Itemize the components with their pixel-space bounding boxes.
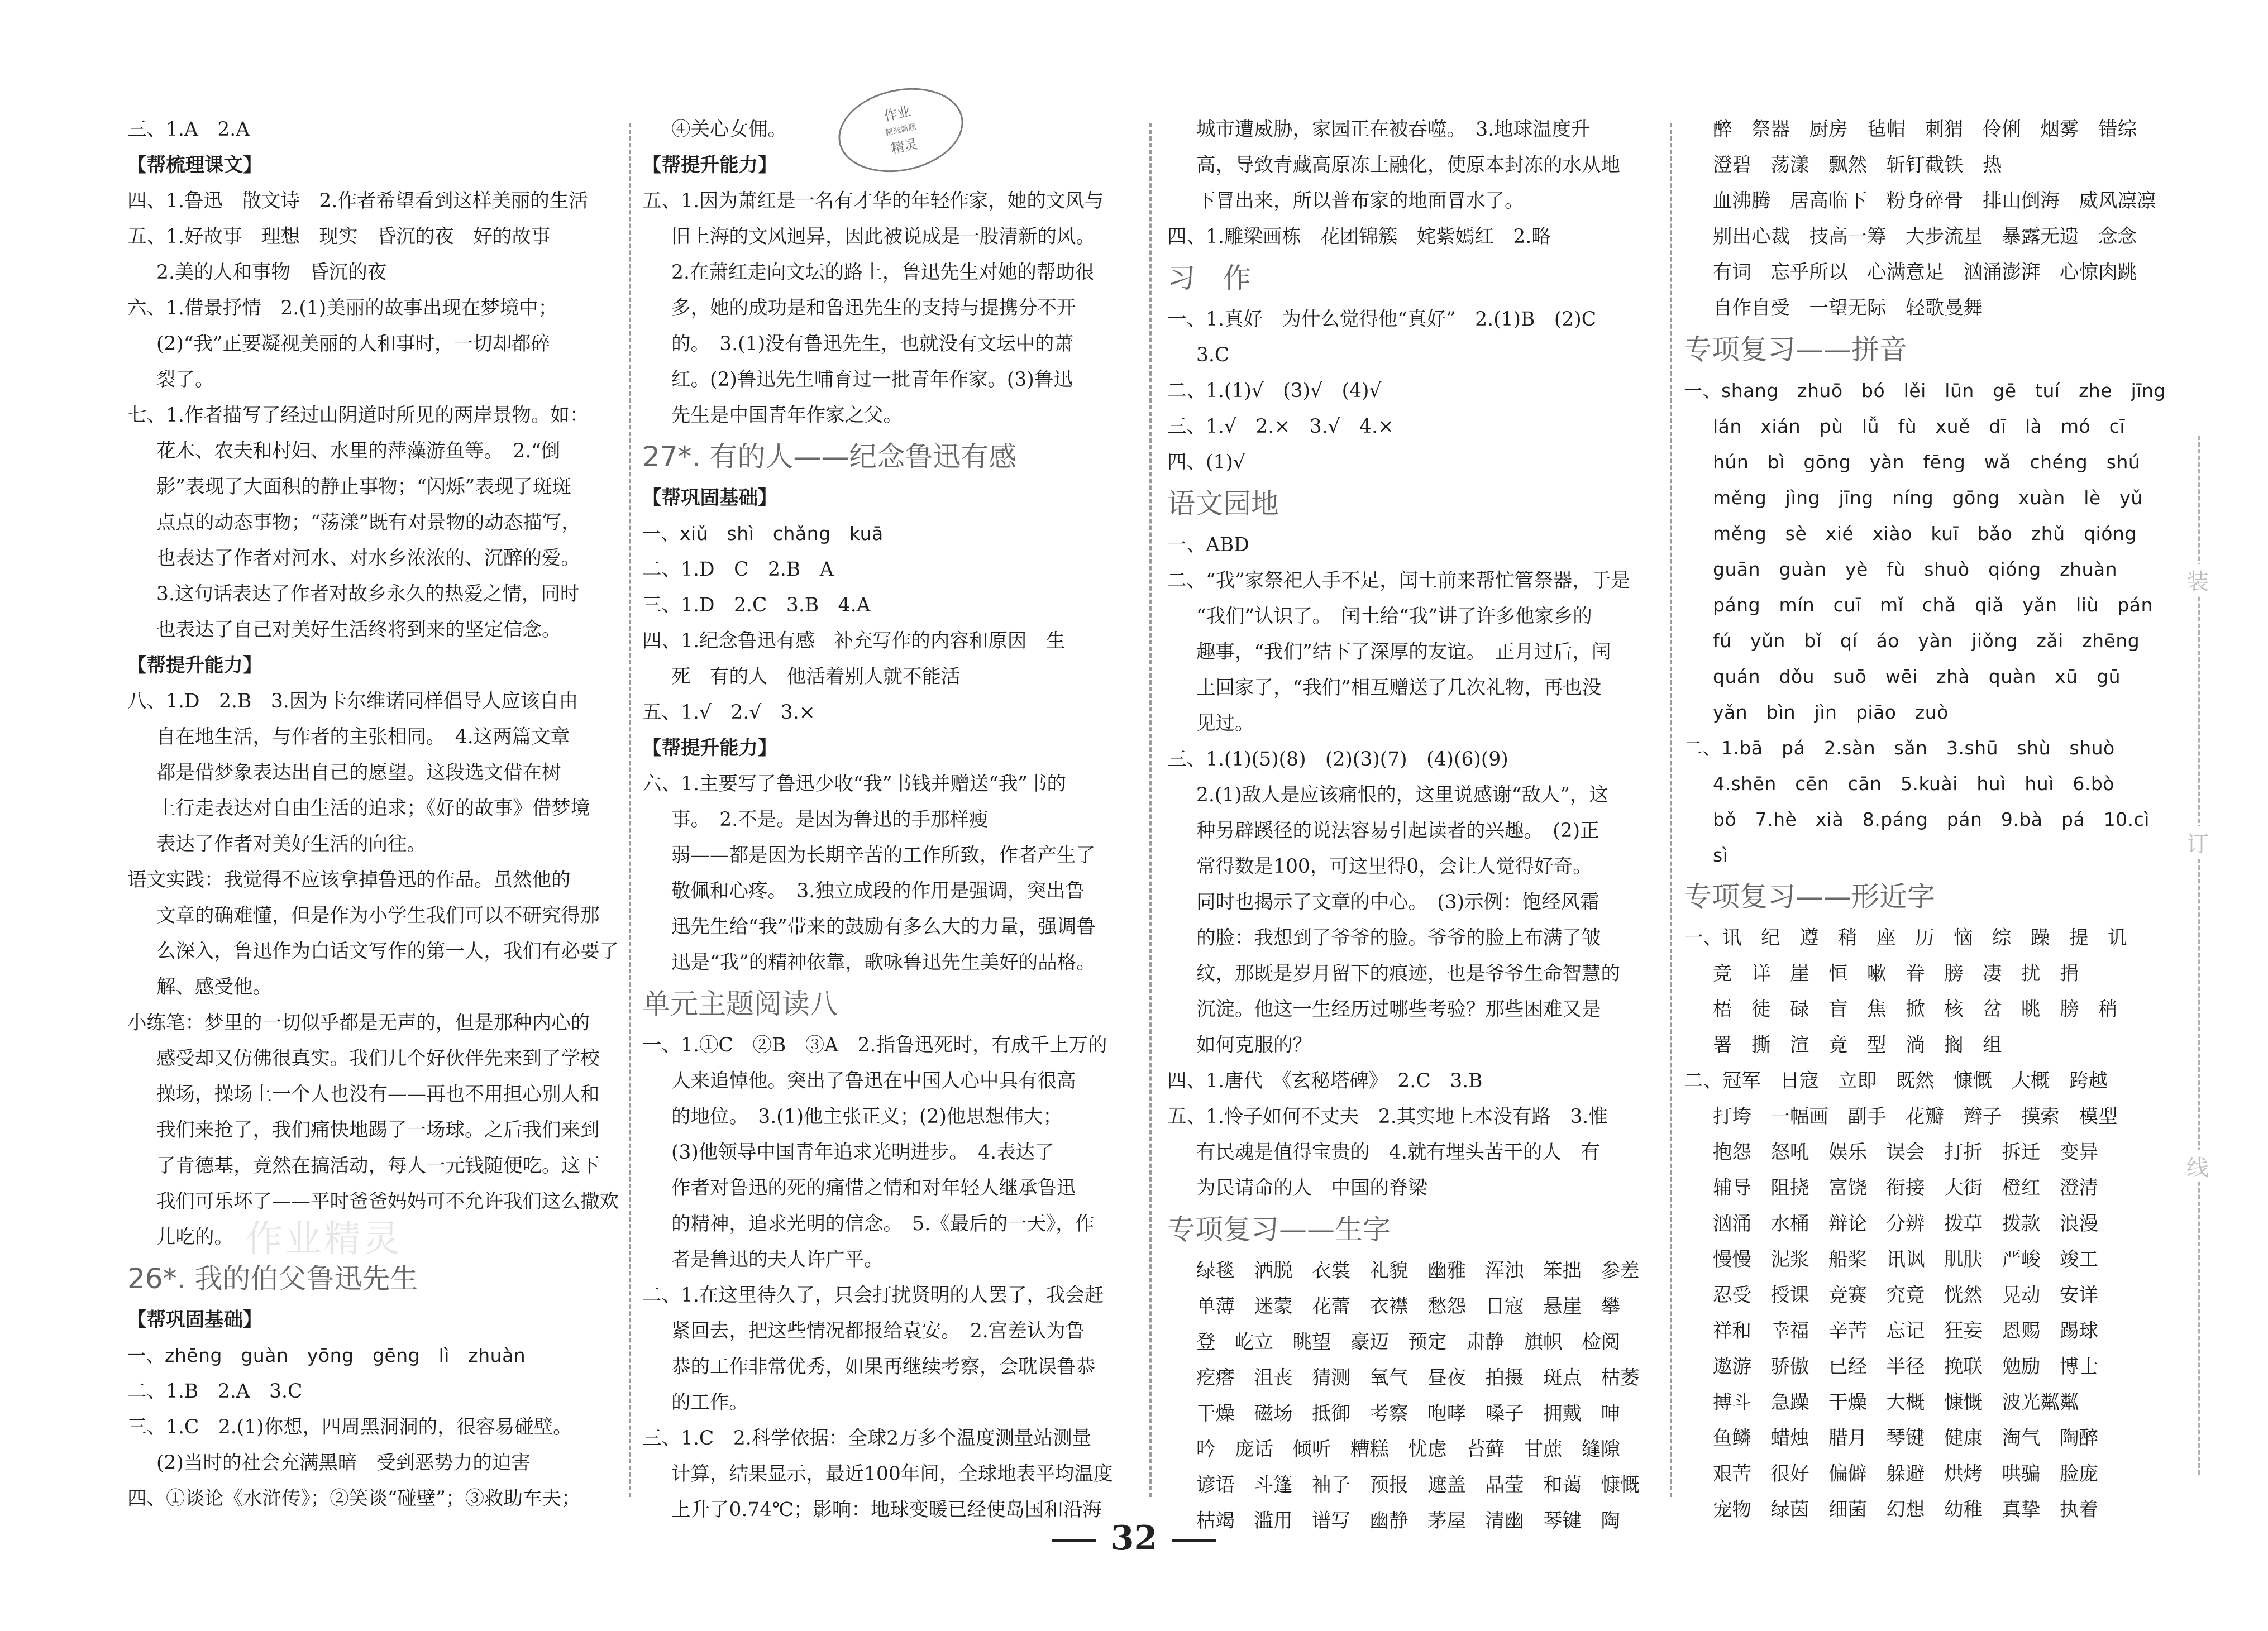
text-line: 二、“我”家祭祀人手不足，闰土前来帮忙管祭器，于是 (1167, 570, 1630, 592)
text-line: 人来追悼他。突出了鲁迅在中国人心中具有很高 (671, 1070, 1076, 1092)
text-line: 【帮提升能力】 (127, 654, 262, 677)
text-line: měng sè xié xiào kuī bǎo zhǔ qióng (1713, 523, 2137, 544)
text-line: 一、shang zhuō bó lěi lūn gē tuí zhe jīng (1684, 380, 2166, 401)
text-line: 【帮巩固基础】 (642, 487, 777, 509)
text-line: 儿吃的。 (156, 1226, 233, 1249)
text-line: 死 有的人 他活着别人就不能活 (671, 666, 961, 688)
text-line: 一、讯 纪 遵 稍 座 历 恼 综 躁 提 讥 (1684, 927, 2127, 949)
text-line: 的。 3.(1)没有鲁迅先生，也就没有文坛中的萧 (671, 333, 1074, 355)
text-line: 一、ABD (1167, 534, 1249, 556)
section-title: 单元主题阅读八 (642, 988, 838, 1020)
text-line: 抱怨 怒吼 娱乐 误会 打折 拆迁 变异 (1713, 1141, 2098, 1164)
column-divider-2 (1149, 123, 1152, 1497)
text-line: 的精神，追求光明的信念。 5.《最后的一天》，作 (671, 1213, 1095, 1235)
text-line: 单薄 迷蒙 花蕾 衣襟 愁怨 日寇 悬崖 攀 (1196, 1295, 1620, 1318)
text-line: 也表达了自己对美好生活终将到来的坚定信念。 (156, 619, 561, 641)
page-number-text: 32 (1110, 1519, 1158, 1558)
text-line: 我们可乐坏了——平时爸爸妈妈可不允许我们这么撒欢 (156, 1190, 619, 1213)
text-line: 花木、农夫和村妇、水里的萍藻游鱼等。 2.“倒 (156, 440, 561, 462)
cut-mark-1: 装 (2172, 564, 2223, 596)
text-line: 五、1.因为萧红是一名有才华的年轻作家，她的文风与 (642, 190, 1104, 212)
text-line: 有词 忘乎所以 心满意足 汹涌澎湃 心惊肉跳 (1713, 261, 2137, 284)
text-line: 点点的动态事物；“荡漾”既有对景物的动态描写， (156, 511, 581, 534)
text-line: 澄碧 荡漾 飘然 斩钉截铁 热 (1713, 154, 2002, 176)
text-line: 四、①谈论《水浒传》；②笑谈“碰壁”；③救助车夫； (127, 1487, 581, 1510)
text-line: bǒ 7.hè xià 8.páng pán 9.bà pá 10.cì (1713, 809, 2150, 830)
text-line: 吟 庞话 倾听 糟糕 忧虑 苔藓 甘蔗 缝隙 (1196, 1438, 1620, 1461)
text-line: 六、1.借景抒情 2.(1)美丽的故事出现在梦境中； (127, 297, 558, 319)
text-line: 汹涌 水桶 辩论 分辨 拨草 拨款 浪漫 (1713, 1213, 2098, 1235)
text-line: 迅是“我”的精神依靠，歌咏鲁迅先生美好的品格。 (671, 951, 1096, 974)
text-line: 梧 徒 碌 盲 焦 掀 核 岔 眺 膀 稍 (1713, 998, 2118, 1021)
text-line: quán dǒu suō wēi zhà quàn xū gū (1713, 666, 2121, 687)
column-divider-3 (1670, 123, 1672, 1497)
text-line: 四、(1)√ (1167, 451, 1245, 473)
text-line: 搏斗 急躁 干燥 大概 慷慨 波光粼粼 (1713, 1391, 2079, 1414)
text-line: sì (1713, 844, 1729, 866)
stamp-line1: 作业 (882, 103, 913, 125)
text-line: 祥和 幸福 辛苦 忘记 狂妄 恩赐 踢球 (1713, 1320, 2098, 1342)
text-line: 署 撕 渲 竟 型 淌 搁 组 (1713, 1034, 2002, 1056)
text-line: 作者对鲁迅的死的痛惜之情和对年轻人继承鲁迅 (671, 1177, 1076, 1199)
text-line: (2)“我”正要凝视美丽的人和事时，一切却都碎 (156, 333, 551, 355)
text-line: 迅先生给“我”带来的鼓励有多么大的力量，强调鲁 (671, 916, 1096, 938)
text-line: 恭的工作非常优秀，如果再继续考察，会耽误鲁恭 (671, 1356, 1095, 1378)
stamp-line3: 精灵 (889, 136, 919, 157)
text-line: 我们来抢了，我们痛快地踢了一场球。之后我们来到 (156, 1119, 600, 1141)
section-title: 语文园地 (1167, 487, 1279, 520)
text-line: 二、冠军 日寇 立即 既然 慷慨 大概 跨越 (1684, 1070, 2108, 1092)
text-line: 下冒出来，所以普布家的地面冒水了。 (1196, 190, 1524, 212)
text-line: 2.在萧红走向文坛的路上，鲁迅先生对她的帮助很 (671, 261, 1095, 284)
text-line: yǎn bìn jìn piāo zuò (1713, 701, 1949, 723)
text-line: 干燥 磁场 抵御 考察 咆哮 嗓子 拥戴 呻 (1196, 1403, 1620, 1425)
text-line: 二、1.B 2.A 3.C (127, 1380, 303, 1403)
text-line: 八、1.D 2.B 3.因为卡尔维诺同样倡导人应该自由 (127, 690, 579, 712)
column-1 (127, 112, 619, 1510)
text-line: 一、zhēng guàn yōng gēng lì zhuàn (127, 1345, 526, 1366)
section-title: 27*. 有的人——纪念鲁迅有感 (642, 441, 1017, 473)
text-line: 三、1.D 2.C 3.B 4.A (642, 594, 871, 616)
text-line: 趣事，“我们”结下了深厚的友谊。 正月过后，闰 (1196, 641, 1611, 663)
text-line: 2.美的人和事物 昏沉的夜 (156, 261, 387, 284)
section-title: 26*. 我的伯父鲁迅先生 (127, 1262, 418, 1295)
watermark: 作业精灵 (246, 1217, 402, 1260)
column-3 (1167, 112, 1659, 1532)
text-line: 艰苦 很好 偏僻 躲避 烘烤 哄骗 脸庞 (1713, 1463, 2098, 1485)
text-line: 绿毯 洒脱 衣裳 礼貌 幽雅 浑浊 笨拙 参差 (1196, 1260, 1640, 1282)
text-line: 纹，那既是岁月留下的痕迹，也是爷爷生命智慧的 (1196, 963, 1620, 985)
text-line: 自在地生活，与作者的主张相同。 4.这两篇文章 (156, 726, 570, 748)
text-line: páng mín cuī mǐ chǎ qiǎ yǎn liù pán (1713, 594, 2153, 616)
text-line: 别出心裁 技高一筹 大步流星 暴露无遗 念念 (1713, 226, 2137, 248)
text-line: 血沸腾 居高临下 粉身碎骨 排山倒海 威风凛凛 (1713, 190, 2156, 212)
text-line: (2)当时的社会充满黑暗 受到恶势力的迫害 (156, 1452, 531, 1474)
text-line: (3)他领导中国青年追求光明进步。 4.表达了 (671, 1141, 1054, 1164)
text-line: 者是鲁迅的夫人许广平。 (671, 1249, 884, 1271)
text-line: 见过。 (1196, 712, 1254, 735)
text-line: 高，导致青藏高原冻土融化，使原本封冻的水从地 (1196, 154, 1620, 176)
text-line: 三、1.C 2.(1)你想，四周黑洞洞的，很容易碰壁。 (127, 1416, 572, 1438)
text-line: hún bì gōng yàn fēng wǎ chéng shú (1713, 451, 2141, 473)
text-line: 的地位。 3.(1)他主张正义；(2)他思想伟大； (671, 1106, 1062, 1128)
text-line: 都是借梦象表达出自己的愿望。这段选文借在树 (156, 762, 561, 784)
text-line: 三、1.A 2.A (127, 118, 250, 141)
text-line: 弱——都是因为长期辛苦的工作所致，作者产生了 (671, 844, 1095, 867)
text-line: 二、1.(1)√ (3)√ (4)√ (1167, 380, 1382, 402)
text-line: 3.这句话表达了作者对故乡永久的热爱之情，同时 (156, 583, 580, 605)
text-line: 么深入，鲁迅作为白话文写作的第一人，我们有必要了 (156, 940, 619, 963)
text-line: 遨游 骄傲 已经 半径 挽联 勉励 博士 (1713, 1356, 2098, 1378)
text-line: 谚语 斗篷 袖子 预报 遮盖 晶莹 和蔼 慷慨 (1196, 1474, 1640, 1496)
text-line: 同时也揭示了文章的中心。 (3)示例：饱经风霜 (1196, 891, 1599, 913)
column-divider-1 (629, 123, 631, 1497)
text-line: 【帮提升能力】 (642, 154, 777, 176)
section-title: 习 作 (1167, 262, 1251, 294)
text-line: 自作自受 一望无际 轻歌曼舞 (1713, 297, 1983, 319)
text-line: 六、1.主要写了鲁迅少收“我”书钱并赠送“我”书的 (642, 773, 1066, 795)
text-line: 也表达了作者对河水、对水乡浓浓的、沉醉的爱。 (156, 547, 580, 570)
text-line: 四、1.唐代 《玄秘塔碑》 2.C 3.B (1167, 1070, 1483, 1092)
text-line: 多，她的成功是和鲁迅先生的支持与提携分不开 (671, 297, 1076, 319)
text-line: 的工作。 (671, 1391, 748, 1414)
text-line: 小练笔：梦里的一切似乎都是无声的，但是那种内心的 (127, 1012, 590, 1034)
text-line: 先生是中国青年作家之父。 (671, 404, 903, 427)
text-line: 土回家了，“我们”相互赠送了几次礼物，再也没 (1196, 677, 1602, 699)
page-number (0, 1519, 2268, 1558)
text-line: fú yǔn bǐ qí áo yàn jiǒng zǎi zhēng (1713, 630, 2140, 652)
text-line: 红。(2)鲁迅先生哺育过一批青年作家。(3)鲁迅 (671, 369, 1073, 391)
text-line: 有民魂是值得宝贵的 4.就有埋头苦干的人 有 (1196, 1141, 1600, 1164)
text-line: 枯竭 滥用 谱写 幽静 茅屋 清幽 琴键 陶 (1196, 1510, 1620, 1532)
text-line: 【帮梳理课文】 (127, 154, 262, 176)
text-line: měng jìng jīng níng gōng xuàn lè yǔ (1713, 487, 2143, 509)
text-line: 二、1.bā pá 2.sàn sǎn 3.shū shù shuò (1684, 737, 2115, 759)
text-line: 了肯德基，竟然在搞活动，每人一元钱随便吃。这下 (156, 1155, 600, 1177)
text-line: 城市遭威胁，家园正在被吞噬。 3.地球温度升 (1196, 118, 1591, 141)
text-line: 一、1.真好 为什么觉得他“真好” 2.(1)B (2)C (1167, 308, 1597, 331)
text-line: 2.(1)敌人是应该痛恨的，这里说感谢“敌人”，这 (1196, 784, 1609, 806)
text-line: ④关心女佣。 (671, 118, 787, 141)
text-line: 三、1.(1)(5)(8) (2)(3)(7) (4)(6)(9) (1167, 748, 1508, 771)
text-line: 种另辟蹊径的说法容易引起读者的兴趣。 (2)正 (1196, 820, 1599, 842)
text-line: 二、1.在这里待久了，只会打扰贤明的人罢了，我会赶 (642, 1284, 1104, 1307)
text-line: 上升了0.74℃；影响：地球变暖已经使岛国和沿海 (671, 1499, 1102, 1521)
text-line: 文章的确难懂，但是作为小学生我们可以不研究得那 (156, 905, 600, 927)
text-line: 四、1.纪念鲁迅有感 补充写作的内容和原因 生 (642, 630, 1066, 652)
text-line: 五、1.√ 2.√ 3.× (642, 701, 815, 724)
text-line: 慢慢 泥浆 船桨 讯讽 肌肤 严峻 竣工 (1713, 1249, 2098, 1271)
section-title: 专项复习——生字 (1167, 1213, 1391, 1246)
text-line: 3.C (1196, 344, 1230, 366)
text-line: 鱼鳞 蜡烛 腊月 琴键 健康 淘气 陶醉 (1713, 1427, 2098, 1450)
text-line: 紧回去，把这些情况都报给袁安。 2.宫差认为鲁 (671, 1320, 1085, 1342)
cut-mark-3: 线 (2172, 1150, 2223, 1182)
text-line: 事。 2.不是。是因为鲁迅的手那样瘦 (671, 809, 989, 831)
text-line: 二、1.D C 2.B A (642, 558, 834, 581)
text-line: 常得数是100，可这里得0，会让人觉得好奇。 (1196, 855, 1592, 878)
text-line: 影”表现了大面积的静止事物；“闪烁”表现了斑斑 (156, 476, 571, 498)
text-line: “我们”认识了。 闰土给“我”讲了许多他家乡的 (1196, 605, 1592, 628)
text-line: 四、1.鲁迅 散文诗 2.作者希望看到这样美丽的生活 (127, 190, 588, 212)
text-line: 【帮巩固基础】 (127, 1309, 262, 1331)
text-line: guān guàn yè fù shuò qióng zhuàn (1713, 558, 2118, 580)
text-line: 计算，结果显示，最近100年间，全球地表平均温度 (671, 1463, 1113, 1485)
text-line: 五、1.怜子如何不丈夫 2.其实地上本没有路 3.惟 (1167, 1106, 1608, 1128)
text-line: 裂了。 (156, 369, 214, 391)
text-line: 三、1.C 2.科学依据：全球2万多个温度测量站测量 (642, 1427, 1092, 1450)
text-line: 一、xiǔ shì chǎng kuā (642, 523, 884, 544)
text-line: 敬佩和心疼。 3.独立成段的作用是强调，突出鲁 (671, 880, 1085, 902)
text-line: 表达了作者对美好生活的向往。 (156, 833, 426, 855)
text-line: 的脸：我想到了爷爷的脸。爷爷的脸上布满了皱 (1196, 927, 1601, 949)
column-4 (1684, 112, 2166, 1521)
text-line: 解、感受他。 (156, 976, 272, 998)
text-line: 忍受 授课 竞赛 究竟 恍然 晃动 安详 (1713, 1284, 2098, 1307)
text-line: 语文实践：我觉得不应该拿掉鲁迅的作品。虽然他的 (127, 869, 571, 891)
text-line: 感受却又仿佛很真实。我们几个好伙伴先来到了学校 (156, 1048, 600, 1070)
text-line: 四、1.雕梁画栋 花团锦簇 姹紫嫣红 2.略 (1167, 226, 1551, 248)
section-title: 专项复习——形近字 (1684, 881, 1935, 913)
text-line: 疙瘩 沮丧 猜测 氧气 昼夜 拍摄 斑点 枯萎 (1196, 1367, 1640, 1389)
text-line: 4.shēn cēn cān 5.kuài huì huì 6.bò (1713, 773, 2114, 795)
stamp-line2: 精选新题 (884, 122, 918, 138)
text-line: 七、1.作者描写了经过山阴道时所见的两岸景物。如： (127, 404, 589, 427)
text-line: 操场，操场上一个人也没有——再也不用担心别人和 (156, 1083, 600, 1106)
column-2 (642, 112, 1134, 1521)
text-line: 如何克服的？ (1196, 1034, 1312, 1056)
text-line: 一、1.①C ②B ③A 2.指鲁迅死时，有成千上万的 (642, 1034, 1107, 1056)
text-line: 竞 详 崖 恒 嗽 眷 膀 凄 扰 捐 (1713, 963, 2079, 985)
text-line: 旧上海的文风迥异，因此被说成是一股清新的风。 (671, 226, 1095, 248)
text-line: 沉淀。他这一生经历过哪些考验？那些困难又是 (1196, 998, 1601, 1021)
cut-mark-2: 订 (2172, 826, 2223, 858)
text-line: 辅导 阻挠 富饶 衔接 大街 橙红 澄清 (1713, 1177, 2098, 1199)
text-line: 三、1.√ 2.× 3.√ 4.× (1167, 415, 1394, 438)
section-title: 专项复习——拼音 (1684, 333, 1907, 366)
text-line: 五、1.好故事 理想 现实 昏沉的夜 好的故事 (127, 226, 551, 248)
text-line: 【帮提升能力】 (642, 737, 777, 759)
text-line: lán xián pù lǚ fù xuě dī là mó cī (1713, 415, 2126, 437)
text-line: 为民请命的人 中国的脊梁 (1196, 1177, 1427, 1199)
text-line: 宠物 绿茵 细菌 幻想 幼稚 真挚 执着 (1713, 1499, 2098, 1521)
text-line: 醉 祭器 厨房 毡帽 刺猬 伶俐 烟雾 错综 (1713, 118, 2137, 141)
text-line: 打垮 一幅画 副手 花瓣 辫子 摸索 模型 (1713, 1106, 2118, 1128)
text-line: 登 屹立 眺望 豪迈 预定 肃静 旗帜 检阅 (1196, 1331, 1620, 1353)
text-line: 上行走表达对自由生活的追求；《好的故事》借梦境 (156, 797, 590, 820)
